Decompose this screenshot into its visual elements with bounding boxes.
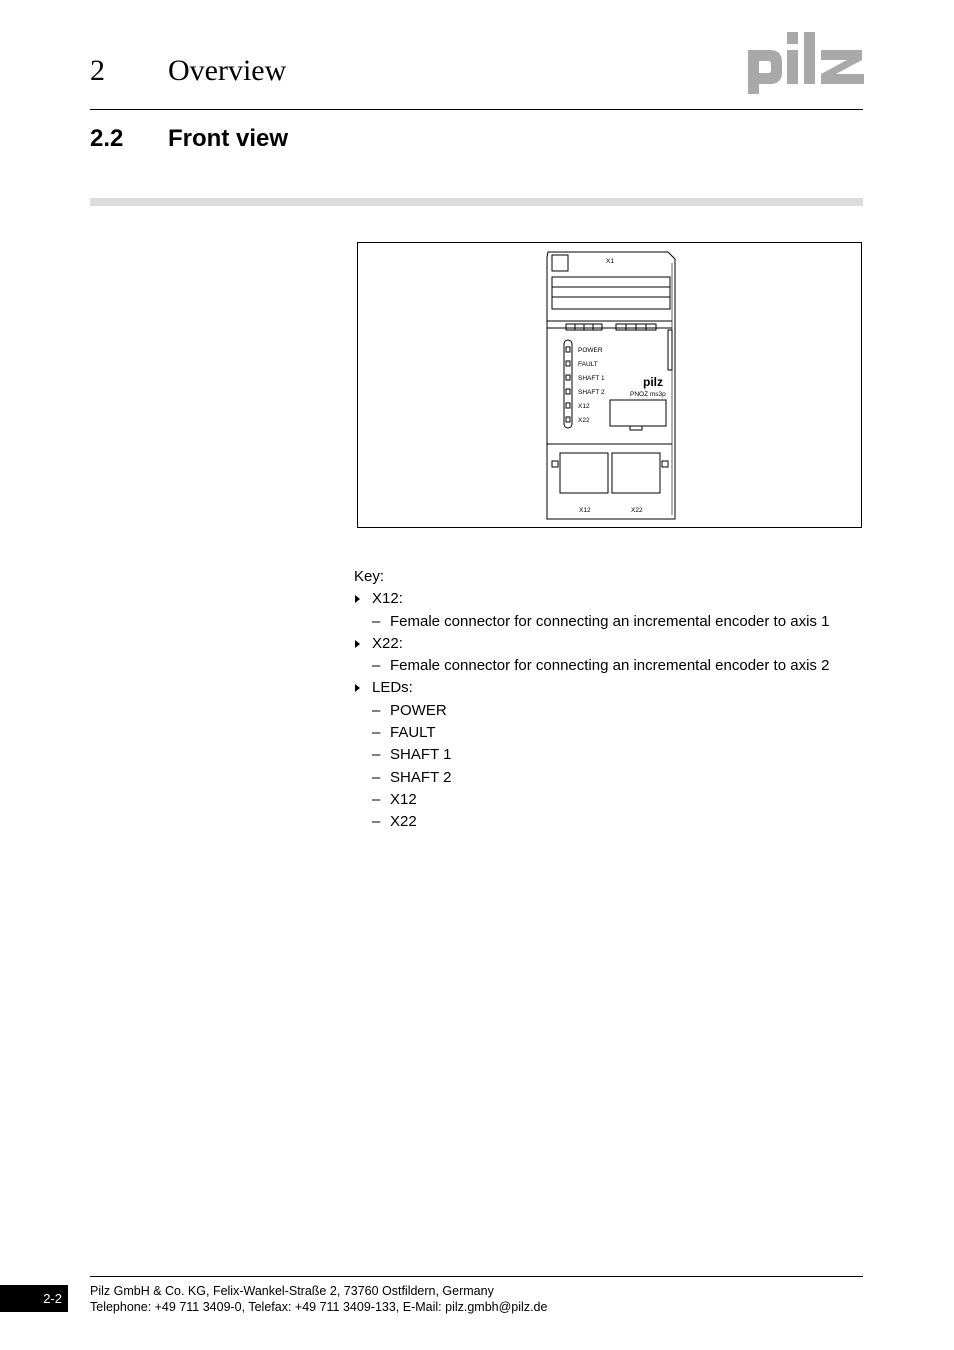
label-shaft2: SHAFT 2 [578,389,605,396]
led-shaft1-icon [566,375,570,380]
section-title: Front view [168,125,289,152]
key-subitem: – X22 [372,813,417,831]
label-x22-port: X22 [631,507,643,514]
terminal-screw-square [552,255,568,271]
key-item-x12 [354,588,864,610]
key-subitem: – Female connector for connecting an incremental encoder to axis 2 [372,657,830,675]
key-subitem: – Female connector for connecting an incremental encoder to axis 1 [372,612,830,630]
port-x22-socket [612,453,660,493]
label-x1: X1 [606,258,614,265]
key-subitem-text: X12 [390,790,417,808]
bullet-arrow-icon [355,640,360,648]
footer-rule [90,1276,863,1277]
label-model: PNOZ ms3p [630,391,666,398]
key-item-label: LEDs: [372,679,413,697]
led-shaft2-icon [566,389,570,394]
led-power-icon [566,347,570,352]
key-subitem-text: X22 [390,813,417,831]
header-rule [90,109,863,110]
front-view-figure [357,242,862,528]
pilz-logo [748,28,864,94]
port-x12-socket [560,453,608,493]
footer-contact: Telephone: +49 711 3409-0, Telefax: +49 711 3409-133, E-Mail: pilz.gmbh@pilz.de [90,1300,548,1314]
key-subitem-text: Female connector for connecting an incremental encoder to axis 2 [390,657,830,675]
label-x12-led: X12 [578,403,590,410]
key-subitem: – FAULT [372,724,436,742]
chapter-title: Overview [168,54,287,87]
key-item-x22 [354,633,864,655]
label-fault: FAULT [578,361,598,368]
page-number-badge: 2-2 [0,1285,68,1312]
led-light-pipe [564,340,572,428]
section-divider-bar [90,198,863,206]
label-power: POWER [578,347,603,354]
key-title: Key: [354,568,385,585]
key-item-label: X12: [372,590,403,608]
chapter-number: 2 [90,54,105,87]
bullet-arrow-icon [355,595,360,603]
key-subitem: – X12 [372,790,417,808]
key-subitem-text: SHAFT 1 [390,746,452,764]
key-subitem-text: SHAFT 2 [390,768,452,786]
led-fault-icon [566,361,570,366]
key-subitem: – SHAFT 1 [372,746,452,764]
device-window [610,400,666,426]
led-x22-icon [566,417,570,422]
key-subitem-text: FAULT [390,724,436,742]
section-number: 2.2 [90,125,124,152]
key-subitem-text: Female connector for connecting an incremental encoder to axis 1 [390,612,830,630]
label-x22-led: X22 [578,417,590,424]
led-x12-icon [566,403,570,408]
bullet-arrow-icon [355,684,360,692]
key-subitem: – SHAFT 2 [372,768,452,786]
footer-address: Pilz GmbH & Co. KG, Felix-Wankel-Straße 2, 73760 Ostfildern, Germany [90,1284,494,1298]
key-item-leds [354,677,864,699]
label-shaft1: SHAFT 1 [578,375,605,382]
device-brand-logo: pilz [643,375,663,389]
label-x12-port: X12 [579,507,591,514]
figure-key [354,566,864,834]
key-subitem-text: POWER [390,701,447,719]
key-item-label: X22: [372,634,403,652]
key-subitem: – POWER [372,701,447,719]
device-drawing [358,243,863,529]
